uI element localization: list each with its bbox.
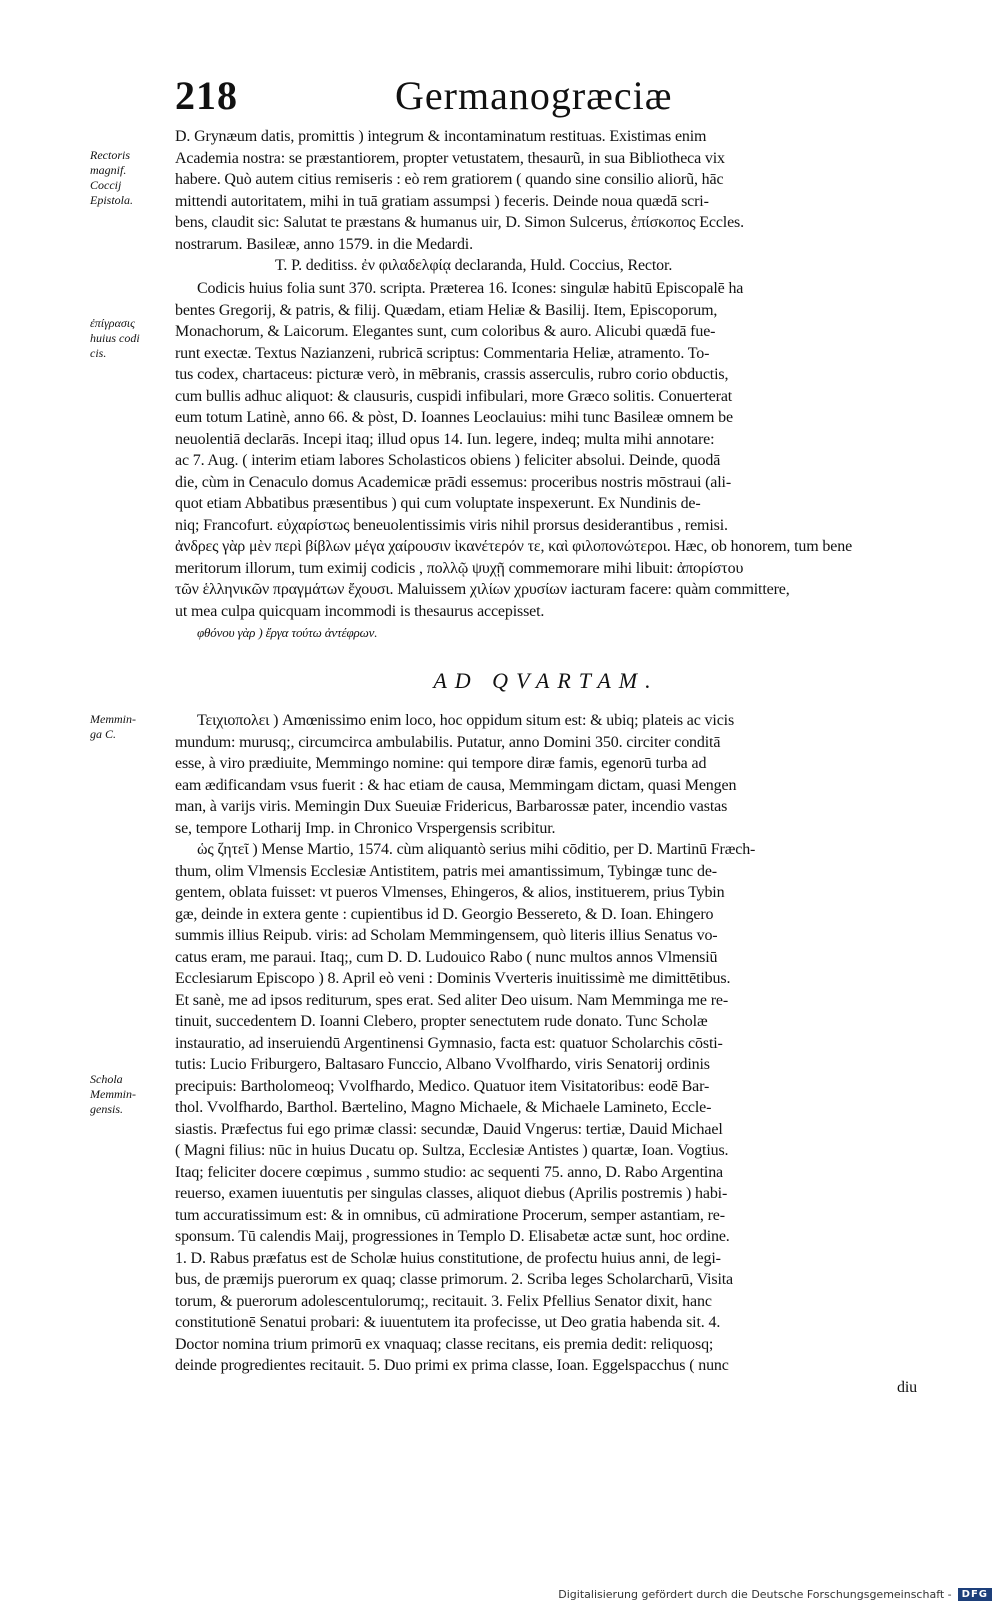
- margin-note-schola: [90, 1072, 162, 1117]
- text-line: bus, de præmijs puerorum ex quaq; classe primorum. 2. Scriba leges Scholarcharū, Visita: [175, 1271, 734, 1288]
- text-line: summis illius Reipub. viris: ad Scholam Memmingensem, quò literis illius Senatus vo-: [175, 927, 718, 944]
- text-line: esse, à viro prædiuite, Memmingo nomine: qui tempore diræ famis, egenorū turba ad: [175, 755, 707, 772]
- paragraph-memminga: [175, 710, 917, 839]
- text-line: tutis: Lucio Friburgero, Baltasaro Funccio, Albano Vvolfhardo, viris Senatorij ordinis: [175, 1056, 710, 1073]
- margin-note-line: cis.: [90, 346, 107, 360]
- text-line: instauratio, ad inseruiendū Argentinensi Gymnasio, facta est: quatuor Scholarchis cōsti-: [175, 1034, 723, 1052]
- text-line: sponsum. Tū calendis Maij, progressiones in Templo D. Elisabetæ actæ sunt, hoc ordine.: [175, 1228, 730, 1245]
- section-title: AD QVARTAM.: [433, 668, 659, 693]
- margin-note-line: Memmin-: [90, 712, 136, 726]
- text-line: mundum: murusq;, circumcirca ambulabilis. Putatur, anno Domini 350. circiter conditā: [175, 733, 721, 751]
- text-line: habere. Quò autem citius remiseris : eò rem gratiorem ( quando sine consilio aliorũ, hāc: [175, 171, 724, 188]
- text-line: ( Magni filius: nūc in huius Ducatu op. Sultza, Ecclesiæ Antistes ) quartæ, Ioan. Vogtius.: [175, 1142, 729, 1159]
- margin-note-line: Epistola.: [90, 193, 134, 207]
- margin-note-line: huius codi: [90, 331, 140, 345]
- text-line: constitutionē Senatui probari: & iuuentutem ita profecisse, ut Deo gratia habenda sit. 4.: [175, 1314, 721, 1331]
- margin-note-line: ἐπίγρασις: [90, 316, 135, 330]
- text-line: cum bullis adhuc aliquot: & clausuris, cuspidi infibulari, more Græco solitis. Conuerterat: [175, 387, 733, 405]
- footer-text: Digitalisierung gefördert durch die Deutsche Forschungsgemeinschaft -: [558, 1588, 952, 1601]
- dfg-logo-icon: DFG: [958, 1588, 992, 1601]
- paragraph-letter: [175, 126, 917, 277]
- text-line: se, tempore Lotharij Imp. in Chronico Vrspergensis scribitur.: [175, 819, 556, 837]
- margin-note-line: gensis.: [90, 1102, 123, 1116]
- text-line: gæ, deinde in extera gente : cupientibus id D. Georgio Bessereto, & D. Ioan. Ehingero: [175, 905, 714, 923]
- text-line: precipuis: Bartholomeoq; Vvolfhardo, Medico. Quatuor item Visitatoribus: eodē Bar-: [175, 1077, 710, 1095]
- text-line: D. Grynæum datis, promittis ) integrum & incontaminatum restituas. Existimas enim: [175, 128, 707, 145]
- text-line: Et sanè, me ad ipsos rediturum, spes erat. Sed aliter Deo uisum. Nam Memminga me re-: [175, 991, 729, 1009]
- text-line: Itaq; feliciter docere cœpimus , summo studio: ac sequenti 75. anno, D. Rabo Argentina: [175, 1163, 724, 1181]
- margin-note-rector: [90, 148, 162, 208]
- text-line: Codicis huius folia sunt 370. scripta. Præterea 16. Icones: singulæ habitū Episcopalē ha: [197, 280, 744, 297]
- text-line: ἀνδρες γὰρ μὲν περὶ βίβλων μέγα χαίρουσιν ἰκανέτερόν τε, καὶ φιλοπονώτεροι. Hæc, ob honorem, tum bene: [175, 538, 853, 555]
- page-number: 218: [175, 73, 238, 118]
- running-title: Germanogræciæ: [395, 73, 673, 118]
- margin-note-line: Rectoris: [90, 148, 130, 162]
- margin-note-line: Memmin-: [90, 1087, 136, 1101]
- margin-note-codex: [90, 316, 162, 361]
- text-line: eam ædificandam vsus fuerit : & hac etiam de causa, Memmingam dictam, quasi Mengen: [175, 776, 737, 794]
- text-line: reuerso, examen iuuentutis per singulas classes, aliquot diebus (Aprilis postremis ) habi-: [175, 1185, 728, 1202]
- text-line: Doctor nomina trium primorū ex vnaquaq; classe recitans, eis premia dedit: reliquosq;: [175, 1335, 714, 1353]
- text-line: gentem, oblata fuisset: vt pueros Vlmenses, Ehingeros, & alios, instituerem, prius Tybin: [175, 884, 725, 901]
- margin-note-line: magnif.: [90, 163, 127, 177]
- text-line: bens, claudit sic: Salutat te præstans & humanus uir, D. Simon Sulcerus, ἐπίσκοπος Eccles.: [175, 214, 744, 231]
- text-line: ut mea culpa quicquam incommodi is thesaurus accepisset.: [175, 602, 545, 620]
- margin-note-line: Coccij: [90, 178, 122, 192]
- paragraph-codex: [175, 278, 917, 644]
- text-line: catus eram, me paraui. Itaq;, cum D. D. Ludouico Rabo ( nunc multos annos Vlmensiū: [175, 948, 718, 966]
- text-line: tinuit, succedentem D. Ioanni Clebero, propter senectutem rude donato. Tunc Scholæ: [175, 1013, 708, 1030]
- text-line: thol. Vvolfhardo, Barthol. Bærtelino, Magno Michaele, & Michaele Lamineto, Eccle-: [175, 1099, 712, 1116]
- text-line: Monachorum, & Laicorum. Elegantes sunt, cum coloribus & auro. Alicubi quædā fue-: [175, 323, 716, 340]
- text-line: tum accuratissimum est: & in omnibus, cū admiratione Procerum, semper astantiam, re-: [175, 1206, 725, 1224]
- text-line: siastis. Præfectus fui ego primæ classi: secundæ, Dauid Vngerus: tertiæ, Dauid Michael: [175, 1120, 723, 1138]
- text-line: tus codex, chartaceus: picturæ verò, in mēbranis, crassis asserculis, rubro corio obductis,: [175, 366, 729, 383]
- greek-line: φθόνου γὰρ ) ἔργα τούτω ἀντέφρων.: [197, 625, 378, 640]
- text-line: Ecclesiarum Episcopo ) 8. April eò veni : Dominis Vverteris inuitissimè me dimittētibus.: [175, 970, 731, 987]
- text-line: τῶν ἑλληνικῶν πραγμάτων ἔχουσι. Maluissem χιλίων χρυσίων iacturam facere: quàm committere,: [175, 581, 790, 598]
- text-line: Academia nostra: se præstantiorem, propter vetustatem, thesaurũ, in sua Bibliotheca vix: [175, 149, 725, 167]
- margin-note-memminga: [90, 712, 162, 742]
- text-line: quot etiam Abbatibus præsentibus ) qui cum voluptate inspexerunt. Ex Nundinis de-: [175, 495, 701, 512]
- text-line: thum, olim Vlmensis Ecclesiæ Antistitem, patris mei amantissimum, Tybingæ tunc de-: [175, 862, 717, 880]
- margin-note-line: Schola: [90, 1072, 123, 1086]
- text-line: man, à varijs viris. Memingin Dux Sueuiæ Fridericus, Barbarossæ pater, incendio vastas: [175, 798, 728, 815]
- catchword: diu: [897, 1378, 917, 1396]
- text-line: deinde progredientes recitauit. 5. Duo primi ex prima classe, Ioan. Eggelspacchus ( nunc: [175, 1357, 729, 1374]
- text-line: 1. D. Rabus præfatus est de Scholæ huius constitutione, de profectu huius anni, de legi-: [175, 1249, 721, 1267]
- text-line: ac 7. Aug. ( interim etiam labores Scholasticos obiens ) feliciter absolui. Deinde, quodā: [175, 452, 721, 469]
- text-line: torum, & puerorum adolescentulorumq;, recitauit. 3. Felix Pfellius Senator dixit, hanc: [175, 1292, 712, 1310]
- text-line: bentes Gregorij, & patris, & filij. Quædam, etiam Heliæ & Basilij. Item, Episcoporum,: [175, 301, 718, 319]
- margin-note-line: ga C.: [90, 727, 117, 741]
- text-line: nostrarum. Basileæ, anno 1579. in die Medardi.: [175, 235, 473, 253]
- text-line: meritorum illorum, tum eximij codicis , πολλῷ ψυχῇ commemorare mihi libuit: ἀπορίστου: [175, 559, 744, 577]
- text-line: neuolentiā declarās. Incepi itaq; illud opus 14. Iun. legere, indeq; multa mihi annotare:: [175, 430, 715, 448]
- text-line: eum totum Latinè, anno 66. & pòst, D. Ioannes Leoclauius: mihi tunc Basileæ omnem be: [175, 409, 733, 426]
- digitization-footer: [558, 1588, 992, 1601]
- text-line: die, cùm in Cenaculo domus Academicæ prādi essemus: proceribus nostris mōstraui (ali-: [175, 473, 732, 491]
- text-line: Τειχιοπολει ) Amœnissimo enim loco, hoc oppidum situm est: & ubiq; plateis ac vicis: [197, 712, 735, 729]
- text-line: runt exectæ. Textus Nazianzeni, rubricā scriptus: Commentaria Heliæ, atramento. To-: [175, 344, 710, 362]
- text-line: mittendi autoritatem, mihi in tuā gratiam assumpsi ) feceris. Deinde noua quædā scri-: [175, 192, 709, 210]
- text-line: ὡς ζητεῖ ) Mense Martio, 1574. cùm aliquantò serius mihi cōditio, per D. Martinū Fræch-: [197, 841, 756, 858]
- text-line: niq; Francofurt. εὐχαρίστως beneuolentissimis viris nihil prorsus desiderantibus , remisi.: [175, 516, 728, 534]
- paragraph-schola: [175, 839, 917, 1398]
- signature-line: T. P. deditiss. ἐν φιλαδελφίᾳ declaranda, Huld. Coccius, Rector.: [275, 257, 673, 274]
- page-header: [175, 72, 915, 122]
